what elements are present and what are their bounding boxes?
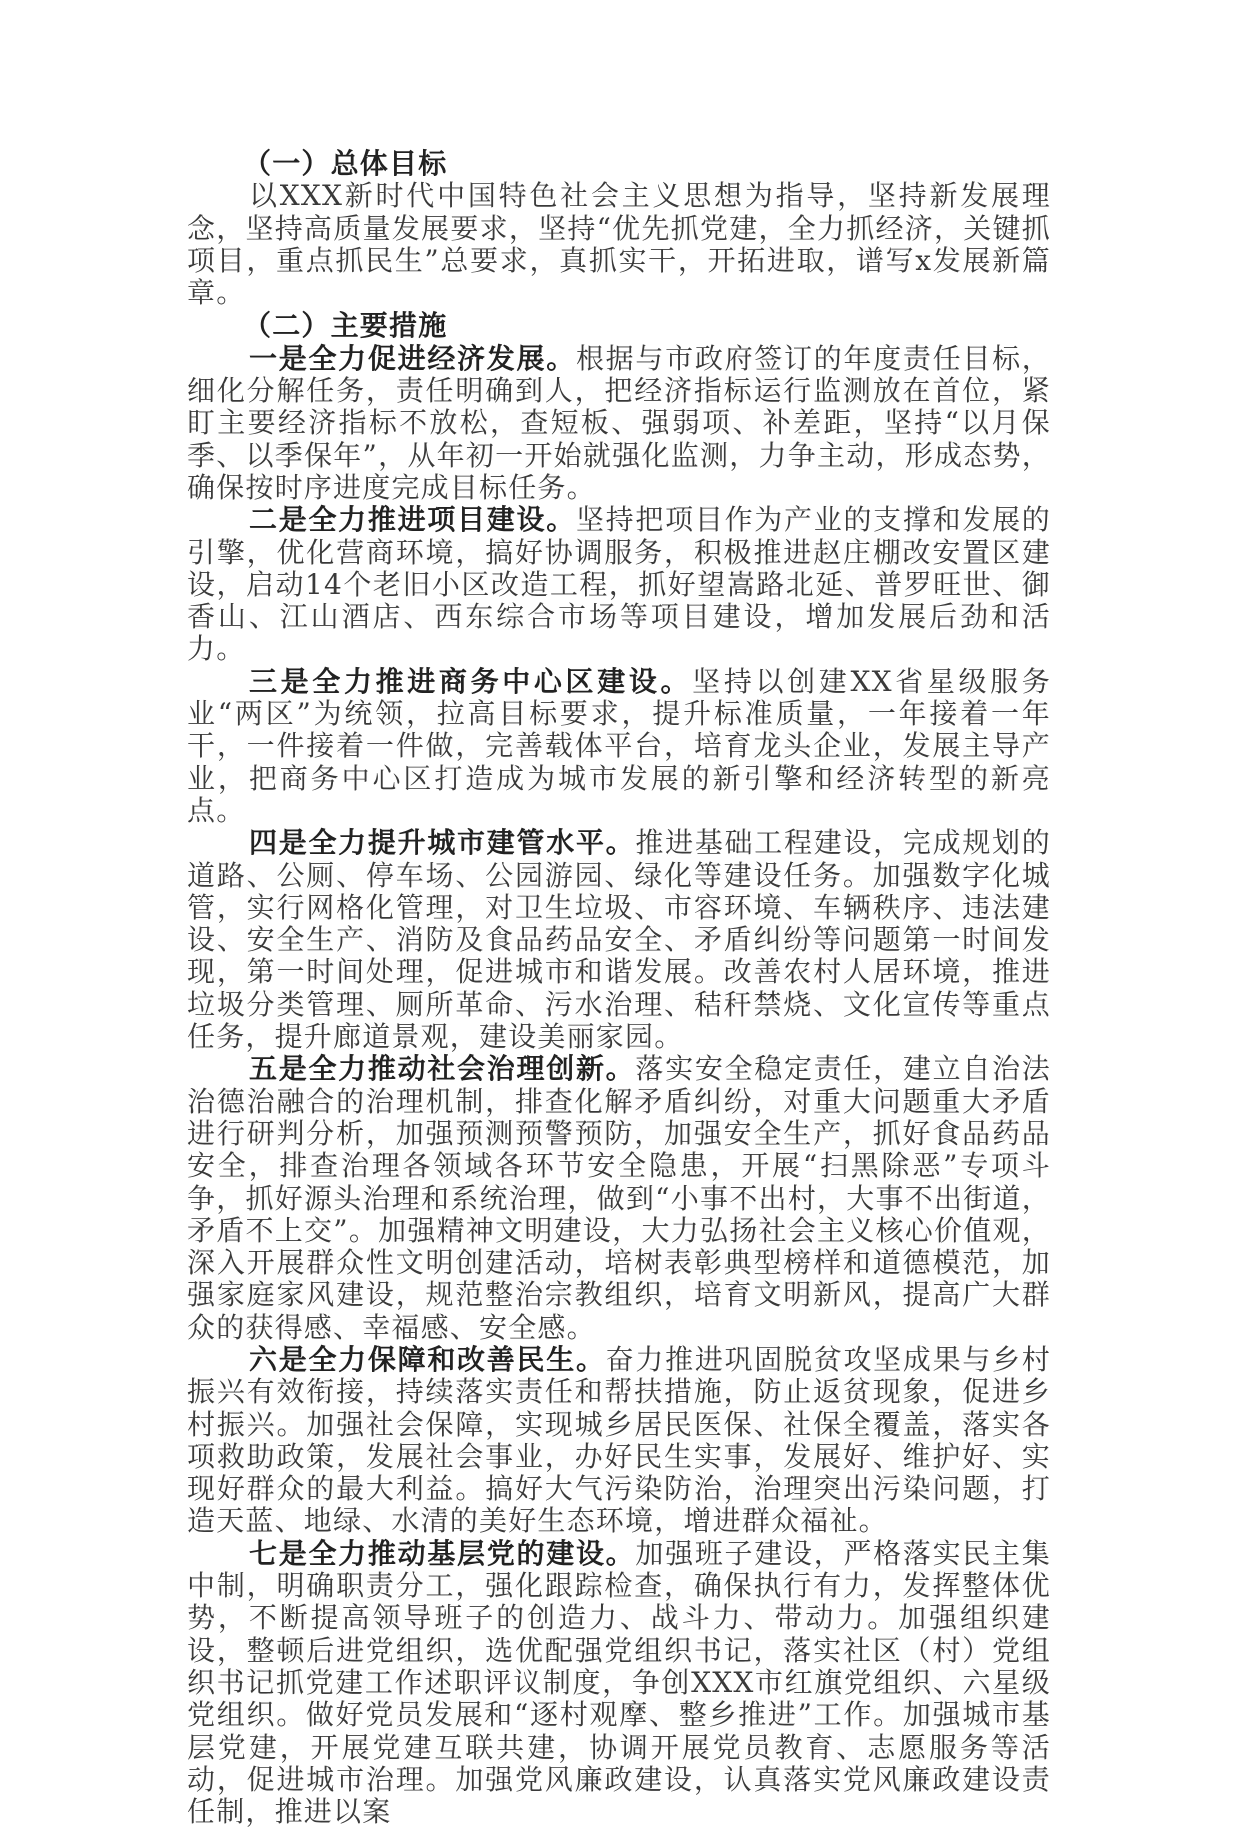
measure-body-6: 奋力推进巩固脱贫攻坚成果与乡村振兴有效衔接，持续落实责任和帮扶措施，防止返贫现象，促进乡村振兴。加强社会保障，实现城乡居民医保、社保全覆盖，落实各项救助政策，发展社会事业，办好民生实事，发展好、维护好、实现好群众的最大利益。搞好大气污染防治，治理突出污染问题，打造天蓝、地绿、水清的美好生态环境，增进群众福祉。 (187, 1342, 1051, 1538)
document-page (187, 148, 1051, 1828)
measure-body-3: 坚持以创建XX省星级服务业“两区”为统领，拉高目标要求，提升标准质量，一年接着一年干，一件接着一件做，完善载体平台，培育龙头企业，发展主导产业，把商务中心区打造成为城市发展的新引擎和经济转型的新亮点。 (187, 664, 1051, 827)
measure-paragraph-4 (187, 827, 1051, 1053)
measure-body-5: 落实安全稳定责任，建立自治法治德治融合的治理机制，排查化解矛盾纠纷，对重大问题重大矛盾进行研判分析，加强预测预警预防，加强安全生产，抓好食品药品安全，排查治理各领域各环节安全隐患，开展“扫黑除恶”专项斗争，抓好源头治理和系统治理，做到“小事不出村，大事不出街道，矛盾不上交”。加强精神文明建设，大力弘扬社会主义核心价值观，深入开展群众性文明创建活动，培树表彰典型榜样和道德模范，加强家庭家风建设，规范整治宗教组织，培育文明新风，提高广大群众的获得感、幸福感、安全感。 (187, 1052, 1051, 1344)
measure-paragraph-3 (187, 666, 1051, 827)
measure-lead-3: 三是全力推进商务中心区建设。 (249, 664, 693, 698)
measure-paragraph-7 (187, 1538, 1051, 1828)
measure-body-7: 加强班子建设，严格落实民主集中制，明确职责分工，强化跟踪检查，确保执行有力，发挥整体优势，不断提高领导班子的创造力、战斗力、带动力。加强组织建设，整顿后进党组织，选优配强党组织书记，落实社区（村）党组织书记抓党建工作述职评议制度，争创XXX市红旗党组织、六星级党组织。做好党员发展和“逐村观摩、整乡推进”工作。加强城市基层党建，开展党建互联共建，协调开展党员教育、志愿服务等活动，促进城市治理。加强党风廉政建设，认真落实党风廉政建设责任制，推进以案 (187, 1536, 1051, 1828)
measure-body-1: 根据与市政府签订的年度责任目标，细化分解任务，责任明确到人，把经济指标运行监测放在首位，紧盯主要经济指标不放松，查短板、强弱项、补差距，坚持“以月保季、以季保年”，从年初一开始就强化监测，力争主动，形成态势，确保按时序进度完成目标任务。 (187, 341, 1051, 504)
section-heading-overall-goal: （一）总体目标 (243, 147, 448, 180)
measure-lead-1: 一是全力促进经济发展。 (249, 341, 576, 375)
measure-paragraph-5 (187, 1053, 1051, 1344)
measure-lead-2: 二是全力推进项目建设。 (249, 503, 576, 537)
measure-lead-4: 四是全力提升城市建管水平。 (249, 826, 636, 860)
measure-paragraph-6 (187, 1344, 1051, 1538)
measure-lead-7: 七是全力推动基层党的建设。 (249, 1536, 636, 1570)
measure-lead-6: 六是全力保障和改善民生。 (249, 1342, 606, 1376)
measure-body-2: 坚持把项目作为产业的支撑和发展的引擎，优化营商环境，搞好协调服务，积极推进赵庄棚改安置区建设，启动14个老旧小区改造工程，抓好望嵩路北延、普罗旺世、御香山、江山酒店、西东综合市场等项目建设，增加发展后劲和活力。 (187, 503, 1051, 666)
section-heading-main-measures: （二）主要措施 (243, 309, 448, 343)
measure-paragraph-1 (187, 343, 1051, 504)
measure-lead-5: 五是全力推动社会治理创新。 (249, 1052, 636, 1086)
measure-body-4: 推进基础工程建设，完成规划的道路、公厕、停车场、公园游园、绿化等建设任务。加强数字化城管，实行网格化管理，对卫生垃圾、市容环境、车辆秩序、违法建设、安全生产、消防及食品药品安全、矛盾纠纷等问题第一时间发现，第一时间处理，促进城市和谐发展。改善农村人居环境，推进垃圾分类管理、厕所革命、污水治理、秸秆禁烧、文化宣传等重点任务，提升廊道景观，建设美丽家园。 (187, 826, 1051, 1054)
measure-paragraph-2 (187, 504, 1051, 665)
overall-goal-paragraph: 以XXX新时代中国特色社会主义思想为指导，坚持新发展理念，坚持高质量发展要求，坚持“优先抓党建，全力抓经济，关键抓项目，重点抓民生”总要求，真抓实干，开拓进取，谱写x发展新篇章。 (187, 179, 1051, 310)
